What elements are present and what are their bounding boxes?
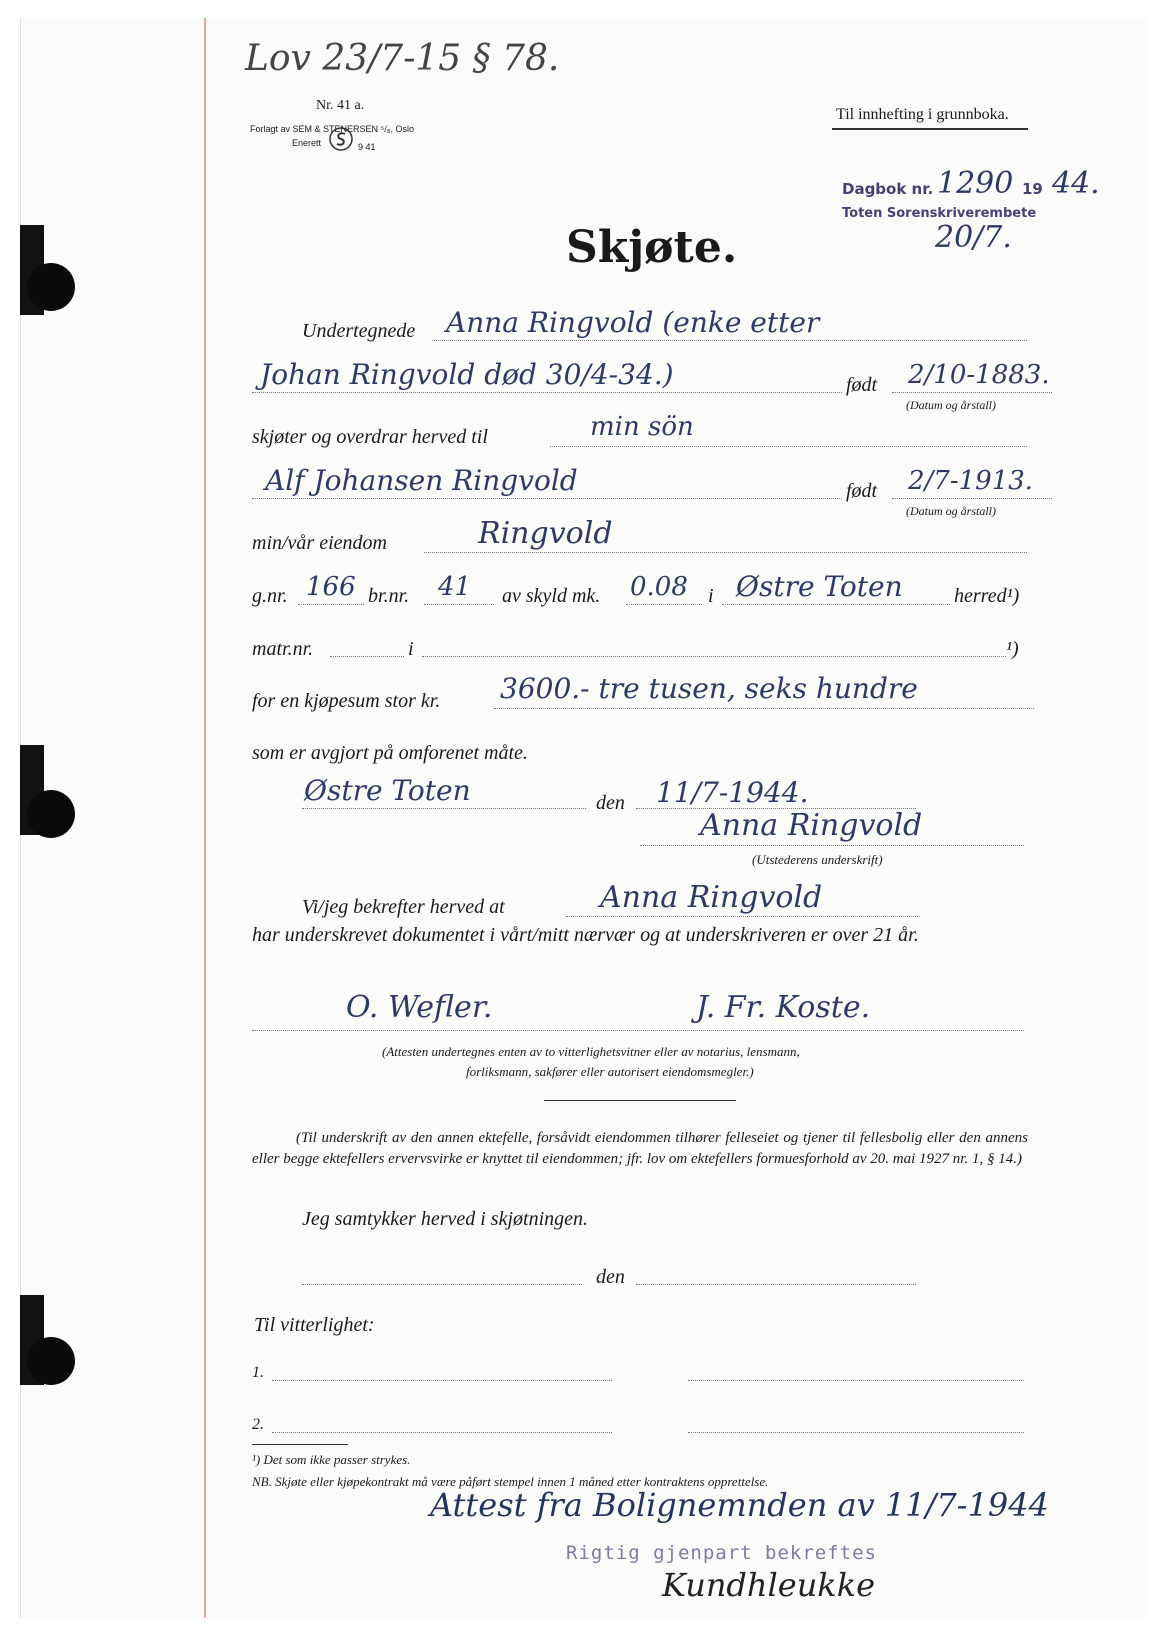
property-name: Ringvold xyxy=(478,516,613,551)
undertegnede-label: Undertegnede xyxy=(302,320,416,342)
dotted-line xyxy=(298,604,364,605)
datum-hint: (Datum og årstall) xyxy=(906,398,996,412)
datum-hint: (Datum og årstall) xyxy=(906,504,996,518)
price-label: for en kjøpesum stor kr. xyxy=(252,690,441,712)
clerk-signature: Kundhleukke xyxy=(662,1566,876,1604)
dotted-line xyxy=(272,1380,612,1381)
witness-subject: Anna Ringvold xyxy=(600,880,823,915)
date-label: den xyxy=(596,792,625,814)
dotted-line xyxy=(272,1432,612,1433)
gnr-value: 166 xyxy=(306,572,356,602)
dotted-line xyxy=(626,604,702,605)
dotted-line xyxy=(252,498,842,499)
dotted-line xyxy=(330,656,404,657)
recipient-born-label: født xyxy=(846,480,878,502)
dotted-line xyxy=(688,1380,1024,1381)
dotted-line xyxy=(422,656,1006,657)
property-label: min/vår eiendom xyxy=(252,532,387,554)
skyld-value: 0.08 xyxy=(630,572,688,602)
transfer-label: skjøter og overdrar herved til xyxy=(252,426,488,448)
punch-hole xyxy=(27,1337,75,1385)
grantor-name-continued: Johan Ringvold død 30/4-34.) xyxy=(260,358,674,391)
attest-note-cont: forliksmann, sakfører eller autorisert eiendomsmegler.) xyxy=(466,1064,754,1079)
brnr-label: br.nr. xyxy=(368,585,410,607)
witness-line-two-label: 2. xyxy=(252,1416,264,1433)
recipient-relation: min sön xyxy=(590,412,694,442)
herred-label: herred¹) xyxy=(954,585,1020,607)
attest-note: (Attesten undertegnes enten av to vitterlighetsvitner eller av notarius, lensmann, xyxy=(382,1044,800,1059)
publisher-rights: Enerett xyxy=(292,138,322,148)
footnote-rule xyxy=(252,1444,348,1445)
matr-i-label: i xyxy=(408,638,414,660)
stamp-date: 20/7. xyxy=(935,220,1012,255)
dagbok-label: Dagbok nr. xyxy=(842,180,934,198)
dotted-line xyxy=(302,808,586,809)
dotted-line xyxy=(424,604,494,605)
consent-text: Jeg samtykker herved i skjøtningen. xyxy=(302,1208,589,1230)
handwritten-annotation: Attest fra Bolignemnden av 11/7-1944 xyxy=(430,1486,1049,1524)
dotted-line xyxy=(566,916,920,917)
settled-text: som er avgjort på omforenet måte. xyxy=(252,742,528,764)
form-number: Nr. 41 a. xyxy=(316,98,365,113)
dotted-line xyxy=(432,340,1027,341)
brnr-value: 41 xyxy=(438,572,472,602)
signature-hint: (Utstederens underskrift) xyxy=(752,852,883,867)
dagbok-year-prefix: 19 xyxy=(1022,180,1043,198)
consent-date-label: den xyxy=(596,1266,625,1288)
witness-text: har underskrevet dokumentet i vårt/mitt nærvær og at underskriveren er over 21 år. xyxy=(252,924,919,946)
publisher-logo-icon xyxy=(328,126,354,152)
witness-label: Vi/jeg bekrefter herved at xyxy=(302,896,505,918)
witness-signature-line xyxy=(252,1030,1024,1031)
dotted-line xyxy=(636,1284,916,1285)
publisher-year: 9 41 xyxy=(358,142,376,152)
witness-one-signature: O. Wefler. xyxy=(346,990,493,1025)
grantor-signature: Anna Ringvold xyxy=(700,808,923,843)
dotted-line xyxy=(302,1284,582,1285)
dotted-line xyxy=(722,604,950,605)
signing-date: 11/7-1944. xyxy=(656,776,809,809)
margin-line xyxy=(204,18,206,1618)
section-divider xyxy=(544,1100,736,1101)
dotted-line xyxy=(424,552,1027,553)
publisher-line: Forlagt av SEM & STENERSEN ⁵/₈, Oslo xyxy=(250,124,415,134)
recipient-birth-date: 2/7-1913. xyxy=(908,466,1034,496)
handwritten-law-reference: Lov 23/7-15 § 78. xyxy=(245,38,560,79)
copy-certification-stamp: Rigtig gjenpart bekreftes xyxy=(566,1542,877,1564)
office-stamp: Toten Sorenskriverembete xyxy=(842,206,1037,221)
dagbok-number: 1290 xyxy=(937,166,1014,201)
dotted-line xyxy=(252,392,842,393)
herred-name: Østre Toten xyxy=(736,570,903,603)
punch-hole xyxy=(27,263,75,311)
witness-two-signature: J. Fr. Koste. xyxy=(696,990,871,1025)
dagbok-year: 44. xyxy=(1052,166,1100,201)
grantor-name: Anna Ringvold (enke etter xyxy=(446,306,820,339)
document-title: Skjøte. xyxy=(566,222,738,273)
witness-heading: Til vitterlighet: xyxy=(254,1314,375,1336)
witness-line-one-label: 1. xyxy=(252,1364,264,1381)
matr-footnote-ref: ¹) xyxy=(1006,638,1019,660)
nb-note: NB. Skjøte eller kjøpekontrakt må være påført stempel innen 1 måned etter kontraktens opprettelse. xyxy=(252,1474,769,1489)
gnr-label: g.nr. xyxy=(252,585,288,607)
punch-hole xyxy=(27,790,75,838)
matr-label: matr.nr. xyxy=(252,638,314,660)
register-note: Til innhefting i grunnboka. xyxy=(836,106,1009,123)
dotted-line xyxy=(550,446,1027,447)
dotted-line xyxy=(892,498,1052,499)
skyld-label: av skyld mk. xyxy=(502,585,601,607)
register-note-underline xyxy=(832,128,1028,130)
dotted-line xyxy=(688,1432,1024,1433)
skyld-i-label: i xyxy=(708,585,714,607)
spouse-note: (Til underskrift av den annen ektefelle, forsåvidt eiendommen tilhører felleseiet og tjener til fellesbolig eller den annens eller begge ektefellers ervervsvirke er knyttet til eiendommen; jfr. lov om ektefellers formuesforhold av 20. mai 1927 nr. 1, § 14.) xyxy=(252,1130,1028,1167)
recipient-name: Alf Johansen Ringvold xyxy=(265,464,578,497)
grantor-birth-date: 2/10-1883. xyxy=(908,360,1050,390)
signature-line xyxy=(640,845,1024,846)
grantor-born-label: født xyxy=(846,374,878,396)
dotted-line xyxy=(892,392,1052,393)
dotted-line xyxy=(494,708,1034,709)
purchase-price: 3600.- tre tusen, seks hundre xyxy=(500,672,918,705)
footnote: ¹) Det som ikke passer strykes. xyxy=(252,1452,411,1467)
signing-place: Østre Toten xyxy=(304,774,471,807)
